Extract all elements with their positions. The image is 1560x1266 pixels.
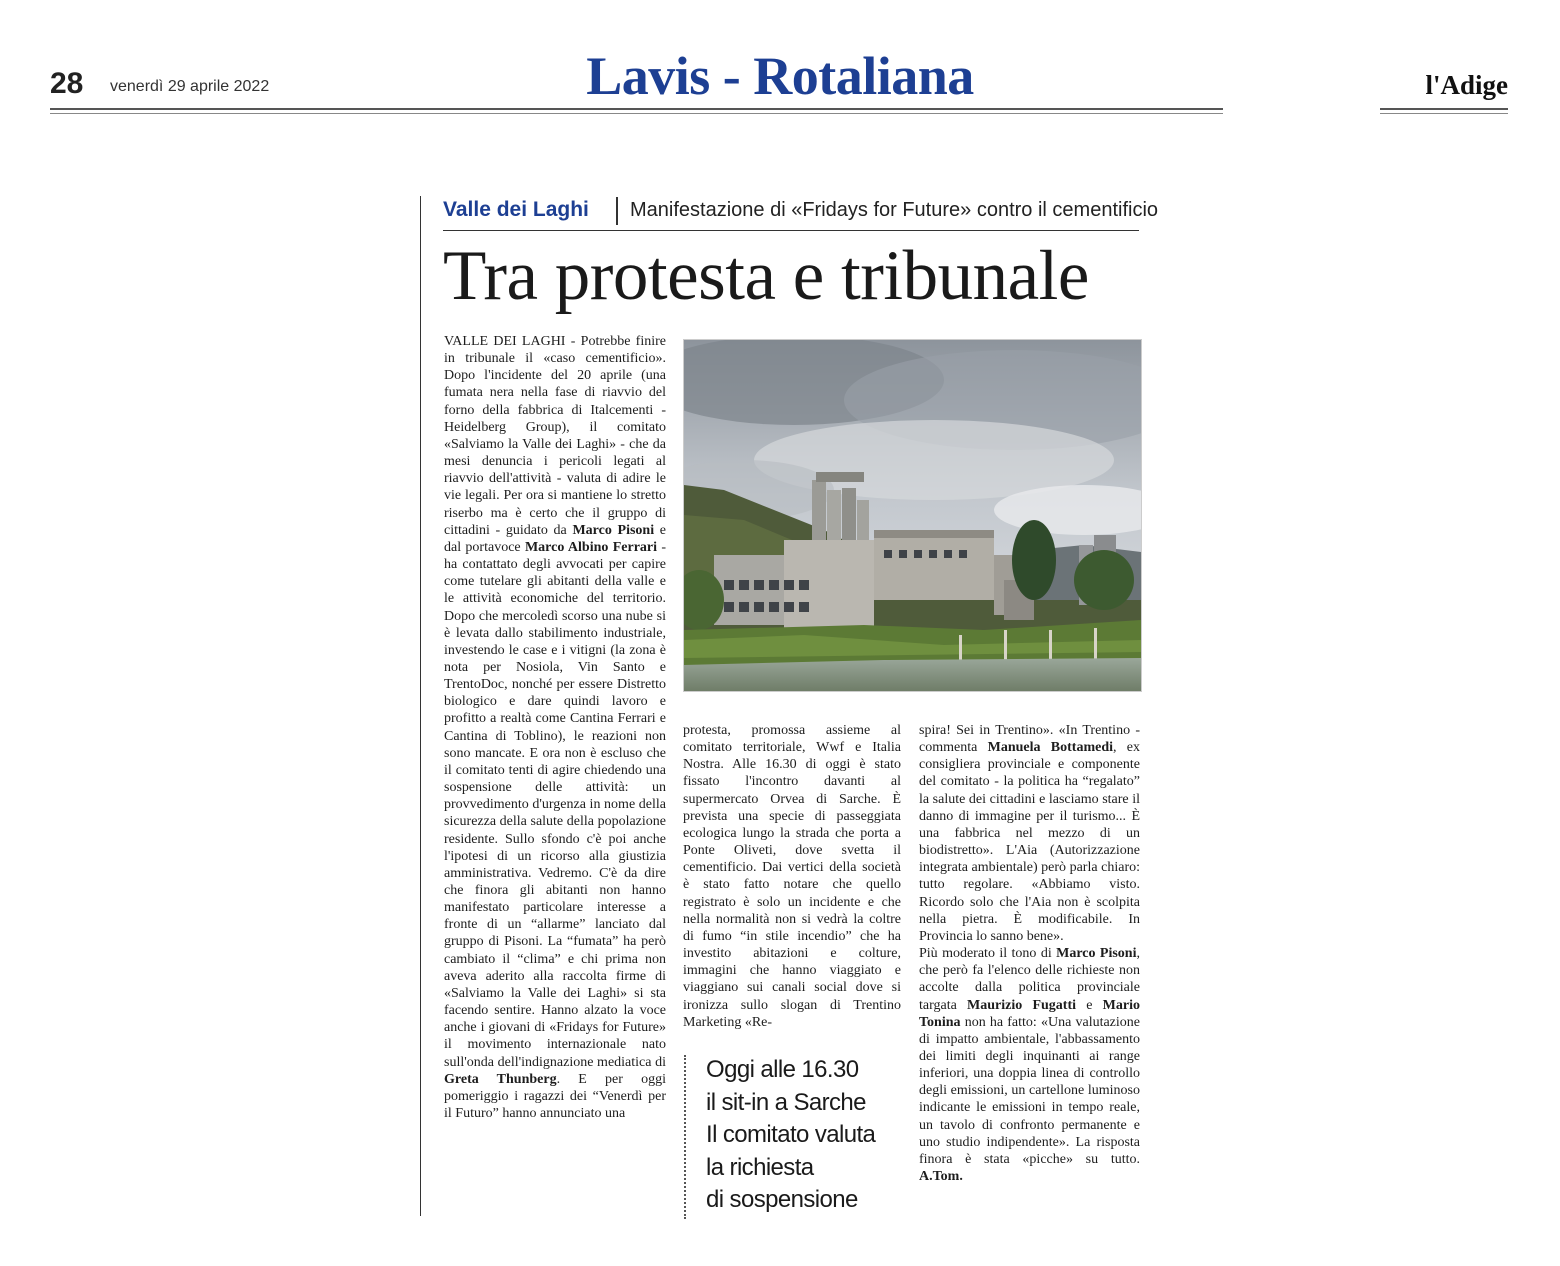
kicker-subtitle: Manifestazione di «Fridays for Future» contro il cementificio bbox=[630, 199, 1159, 221]
page-number: 28 bbox=[50, 67, 84, 100]
headline: Tra protesta e tribunale bbox=[443, 237, 1089, 315]
article-column-3 bbox=[919, 722, 1140, 1216]
body-text: - ha contattato degli avvocati per capire come tutelare gli abitanti della valle e le attività economiche del territorio. Dopo che mercoledì scorso una nube si è levata dallo stabilimento industriale, investendo le case e i vitigni (la zona è nota per Nosiola, Vin Santo e TrentoDoc, nonché per essere Distretto biologico e dare quindi lavoro e profitto a realtà come Cantina Ferrari e Cantina di Toblino), le reazioni non sono mancate. E ora non è escluso che il comitato tenti di agire chiedendo una sospensione delle attività: un provvedimento d'urgenza in nome della sicurezza della salute della popolazione residente. Sullo sfondo c'è poi anche l'ipotesi di un ricorso alla giustizia amministrativa. Vedremo. C'è da dire che finora gli abitanti non hanno manifestato particolare interesse a fronte di un “allarme” lanciato dal gruppo di Pisoni. La “fumata” ha però cambiato il “clima” e chi prima non aveva aderito alla raccolta firme di «Salviamo la Valle dei Laghi» si sta facendo sentire. Hanno alzato la voce anche i giovani di «Fridays for Future» il movimento internazionale nato sull'onda dell'indignazione mediatica di bbox=[444, 539, 666, 1070]
kicker-separator bbox=[616, 197, 618, 225]
header-rule-thin bbox=[50, 113, 1223, 114]
pull-quote-line: Il comitato valuta bbox=[706, 1121, 876, 1148]
body-text: spira! Sei in Trentino». «In Trentino - commenta bbox=[919, 723, 1140, 756]
section-title: Lavis - Rotaliana bbox=[586, 46, 974, 106]
article-border bbox=[420, 196, 421, 1216]
person-name: Marco Pisoni bbox=[1056, 946, 1137, 962]
person-name: Manuela Bottamedi bbox=[987, 740, 1113, 756]
page-date: venerdì 29 aprile 2022 bbox=[110, 78, 270, 95]
body-text: , ex consigliera provinciale e componente del comitato - la politica ha “regalato” la salute dei cittadini e lasciamo stare il danno di immagine per il turismo... È una fabbrica nel mezzo di un biodistretto». L'Aia (Autorizzazione integrata ambientale) però parla chiaro: tutto regolare. «Abbiamo visto. Ricordo solo che l'Aia non è scolpita nella pietra. È modificabile. In Provincia lo sanno bene». bbox=[919, 740, 1140, 944]
body-text: e dal portavoce bbox=[444, 522, 666, 555]
person-name: Greta Thunberg bbox=[444, 1071, 557, 1087]
masthead-logo: l'Adige bbox=[1425, 70, 1508, 100]
person-name: Marco Albino Ferrari bbox=[524, 539, 658, 555]
cement-plant-photo bbox=[683, 339, 1142, 692]
masthead-rule bbox=[1380, 108, 1508, 110]
masthead-rule-thin bbox=[1380, 113, 1508, 114]
pull-quote-line: Oggi alle 16.30 bbox=[706, 1056, 859, 1083]
person-name: Marco Pisoni bbox=[572, 522, 655, 538]
body-text: , che però fa l'elenco delle richieste non accolte dalla politica provinciale targata bbox=[919, 946, 1140, 1013]
body-text: VALLE DEI LAGHI - Potrebbe finire in tribunale il «caso cementificio». Dopo l'incidente del 20 aprile (una fumata nera nella fase di riavvio del forno della fabbrica di Italcementi - Heidelberg Group), il comitato «Salviamo la Valle dei Laghi» - che da mesi denuncia i pericoli legati al riavvio dell'attività - valuta di adire le vie legali. Per ora si mantiene lo stretto riserbo ma è certo che il gruppo di cittadini - guidato da bbox=[444, 334, 666, 538]
pull-quote-line: la richiesta bbox=[706, 1153, 814, 1181]
author-signature: A.Tom. bbox=[919, 1169, 963, 1185]
body-text: e bbox=[1076, 997, 1103, 1013]
pull-quote-rule bbox=[684, 1055, 686, 1219]
pull-quote bbox=[706, 1054, 906, 1217]
pull-quote-line: di sospensione bbox=[706, 1186, 858, 1213]
person-name: Maurizio Fugatti bbox=[967, 997, 1077, 1013]
kicker-location: Valle dei Laghi bbox=[443, 198, 589, 221]
person-name: Mario Tonina bbox=[919, 997, 1140, 1030]
article-column-2 bbox=[683, 722, 901, 1032]
article-column-1 bbox=[444, 333, 666, 1215]
header-rule bbox=[50, 108, 1223, 110]
body-text: Più moderato il tono di bbox=[919, 946, 1057, 962]
body-text: protesta, promossa assieme al comitato territoriale, Wwf e Italia Nostra. Alle 16.30 di oggi è stato fissato l'incontro davanti al supermercato Orvea di Sarche. È prevista una specie di passeggiata ecologica lungo la strada che porta a Ponte Oliveti, dove svetta il cementificio. Dai vertici della società è stato fatto notare che quello registrato è solo un incidente e che nella normalità non si vedrà la coltre di fumo “in stile incendio” che ha investito abitazioni e colture, immagini che hanno viaggiato e viaggiano sui canali social dove si ironizza sullo slogan di Trentino Marketing «Re- bbox=[683, 723, 901, 1030]
pull-quote-line: il sit-in a Sarche bbox=[706, 1088, 866, 1116]
kicker-rule bbox=[443, 230, 1139, 231]
body-text: . E per oggi pomeriggio i ragazzi dei “Venerdì per il Futuro” hanno annunciato una bbox=[444, 1071, 666, 1122]
body-text: non ha fatto: «Una valutazione di impatto ambientale, l'abbassamento dei limiti degli inquinanti ai range inferiori, una doppia linea di controllo degli emissioni, un cartellone luminoso indicante le emissioni in tempo reale, un tavolo di confronto permanente e uno studio indipendente». La risposta finora è stata «picche» su tutto. bbox=[919, 1014, 1140, 1167]
